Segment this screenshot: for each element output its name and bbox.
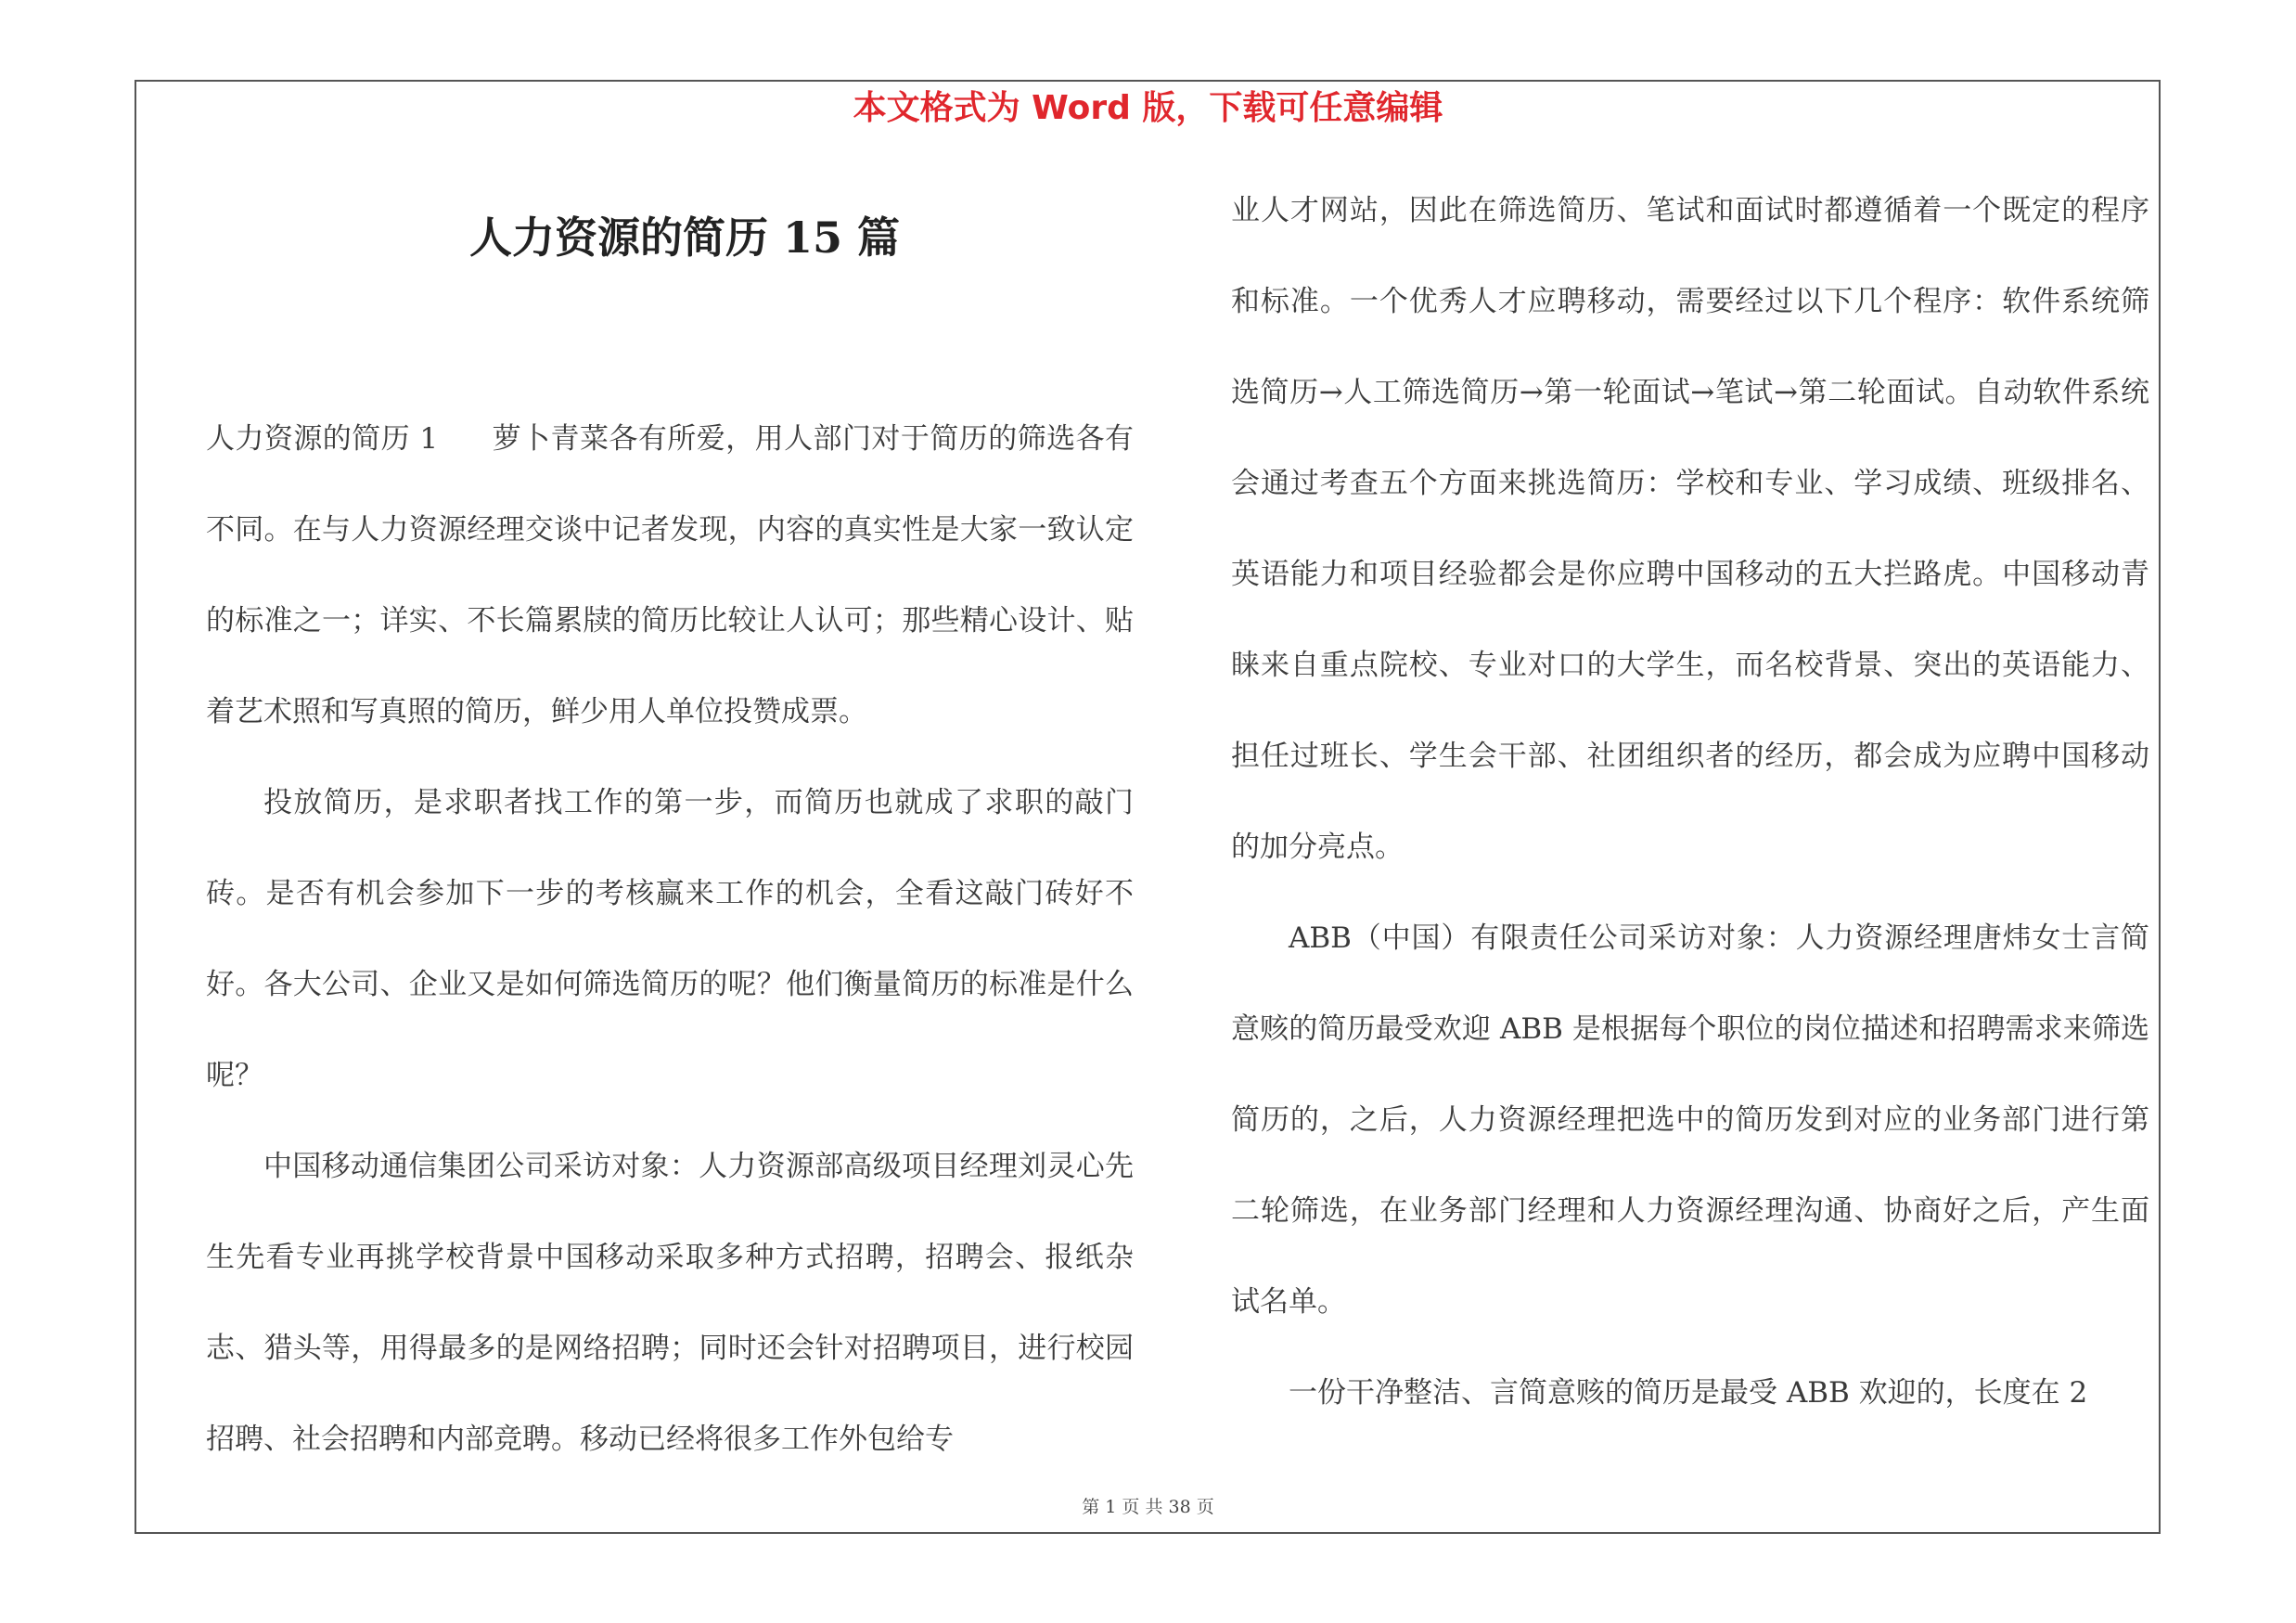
left-column — [206, 393, 1134, 1485]
right-paragraph-3: 一份干净整洁、言简意赅的简历是最受 ABB 欢迎的，长度在 2 — [1289, 1376, 2088, 1410]
left-paragraph-1-text: 萝卜青菜各有所爱，用人部门对于简历的筛选各有不同。在与人力资源经理交谈中记者发现，内容的真实性是大家一致认定的标准之一；详实、不长篇累牍的简历比较让人认可；那些精心设计、贴着艺术照和写真照的简历，鲜少用人单位投赞成票。 — [206, 422, 1134, 728]
section-heading: 人力资源的简历 1 — [206, 422, 439, 456]
right-column — [1231, 165, 2149, 1438]
document-title: 人力资源的简历 15 篇 — [468, 213, 901, 263]
right-paragraph-2: ABB（中国）有限责任公司采访对象：人力资源经理唐炜女士言简意赅的简历最受欢迎 ABB 是根据每个职位的岗位描述和招聘需求来筛选简历的，之后，人力资源经理把选中的简历发到对应的业务部门进行第二轮筛选，在业务部门经理和人力资源经理沟通、协商好之后，产生面试名单。 — [1231, 921, 2149, 1319]
left-paragraph-1 — [206, 393, 1134, 757]
left-paragraph-2: 投放简历，是求职者找工作的第一步，而简历也就成了求职的敲门砖。是否有机会参加下一步的考核赢来工作的机会，全看这敲门砖好不好。各大公司、企业又是如何筛选简历的呢？他们衡量简历的标准是什么呢？ — [206, 786, 1134, 1092]
format-notice-banner: 本文格式为 Word 版，下载可任意编辑 — [853, 89, 1443, 127]
left-paragraph-3: 中国移动通信集团公司采访对象：人力资源部高级项目经理刘灵心先生先看专业再挑学校背景中国移动采取多种方式招聘，招聘会、报纸杂志、猎头等，用得最多的是网络招聘；同时还会针对招聘项目，进行校园招聘、社会招聘和内部竞聘。移动已经将很多工作外包给专 — [206, 1150, 1134, 1456]
right-paragraph-1: 业人才网站，因此在筛选简历、笔试和面试时都遵循着一个既定的程序和标准。一个优秀人才应聘移动，需要经过以下几个程序：软件系统筛选简历→人工筛选简历→第一轮面试→笔试→第二轮面试。自动软件系统会通过考查五个方面来挑选简历：学校和专业、学习成绩、班级排名、英语能力和项目经验都会是你应聘中国移动的五大拦路虎。中国移动青睐来自重点院校、专业对口的大学生，而名校背景、突出的英语能力、担任过班长、学生会干部、社团组织者的经历，都会成为应聘中国移动的加分亮点。 — [1231, 194, 2149, 864]
page-number-footer: 第 1 页 共 38 页 — [1082, 1497, 1214, 1517]
